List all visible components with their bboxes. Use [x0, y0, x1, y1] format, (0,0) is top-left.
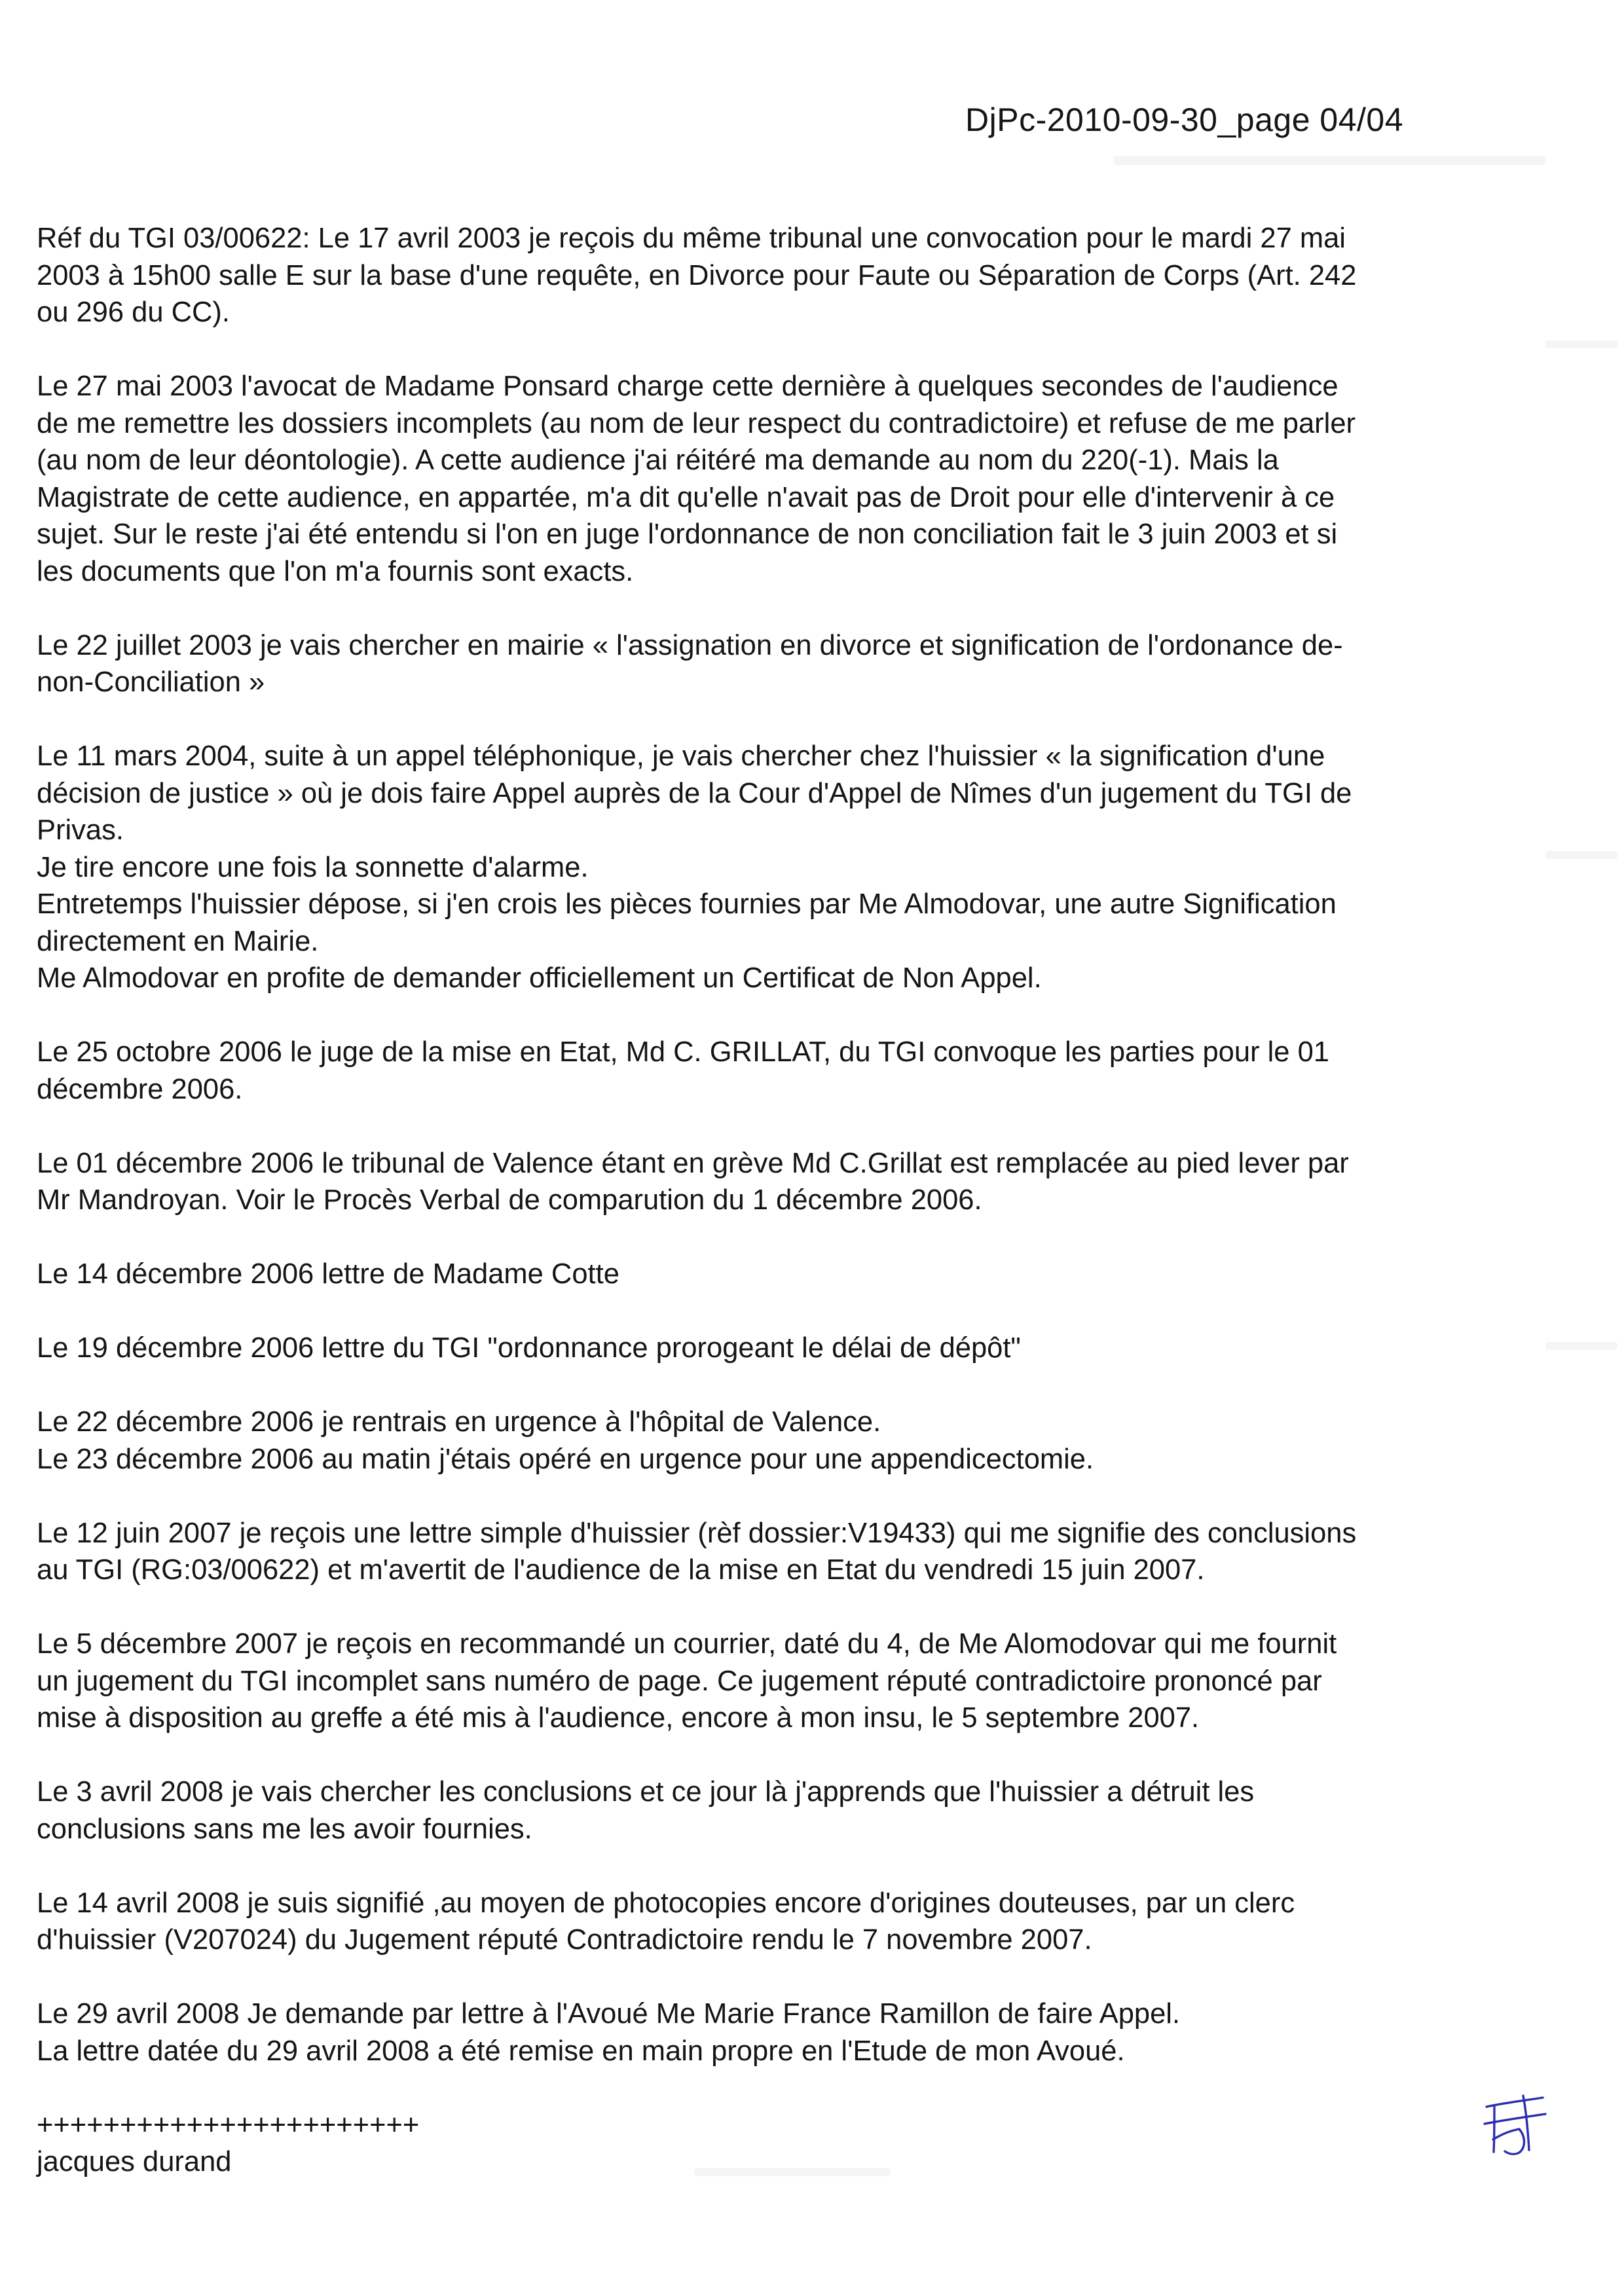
separator-line: +++++++++++++++++++++++ [37, 2109, 420, 2141]
text-line: au TGI (RG:03/00622) et m'avertit de l'audience de la mise en Etat du vendredi 15 juin 2007. [37, 1554, 1205, 1586]
text-line: Me Almodovar en profite de demander officiellement un Certificat de Non Appel. [37, 962, 1042, 994]
text-line: Le 29 avril 2008 Je demande par lettre à l'Avoué Me Marie France Ramillon de faire Appel. [37, 1998, 1181, 2030]
text-line: les documents que l'on m'a fournis sont exacts. [37, 555, 634, 587]
paragraph [37, 1256, 1576, 1293]
text-line: Le 22 juillet 2003 je vais chercher en mairie « l'assignation en divorce et signification de l'ordonance de- [37, 629, 1343, 661]
page-reference: DjPc-2010-09-30_page 04/04 [965, 101, 1404, 138]
text-line: Mr Mandroyan. Voir le Procès Verbal de comparution du 1 décembre 2006. [37, 1184, 982, 1216]
paragraph [37, 1774, 1576, 1848]
paragraph [37, 1330, 1576, 1367]
text-line: Magistrate de cette audience, en appartée, m'a dit qu'elle n'avait pas de Droit pour elle d'intervenir à ce [37, 481, 1335, 513]
text-line: (au nom de leur déontologie). A cette audience j'ai réitéré ma demande au nom du 220(-1). Mais la [37, 445, 1279, 476]
text-line: de me remettre les dossiers incomplets (au nom de leur respect du contradictoire) et refuse de me parler [37, 407, 1356, 439]
text-line: Entretemps l'huissier dépose, si j'en crois les pièces fournies par Me Almodovar, une autre Signification [37, 888, 1337, 920]
text-line: Le 3 avril 2008 je vais chercher les conclusions et ce jour là j'apprends que l'huissier a détruit les [37, 1776, 1255, 1808]
handwritten-initials [1483, 2090, 1548, 2160]
text-line: Je tire encore une fois la sonnette d'alarme. [37, 851, 589, 883]
text-line: Le 23 décembre 2006 au matin j'étais opéré en urgence pour une appendicectomie. [37, 1443, 1094, 1475]
closing-block [37, 2107, 1576, 2181]
text-line: Le 12 juin 2007 je reçois une lettre simple d'huissier (rèf dossier:V19433) qui me signifie des conclusions [37, 1517, 1357, 1549]
text-line: La lettre datée du 29 avril 2008 a été remise en main propre en l'Etude de mon Avoué. [37, 2035, 1125, 2067]
paragraph [37, 1515, 1576, 1589]
text-line: Le 27 mai 2003 l'avocat de Madame Ponsard charge cette dernière à quelques secondes de l'audience [37, 371, 1338, 402]
text-line: Le 01 décembre 2006 le tribunal de Valence étant en grève Md C.Grillat est remplacée au pied lever par [37, 1147, 1349, 1179]
paragraph [37, 368, 1576, 590]
paragraph [37, 1034, 1576, 1108]
text-line: décision de justice » où je dois faire Appel auprès de la Cour d'Appel de Nîmes d'un jugement du TGI de [37, 777, 1352, 809]
text-line: conclusions sans me les avoir fournies. [37, 1813, 532, 1845]
text-line: d'huissier (V207024) du Jugement réputé Contradictoire rendu le 7 novembre 2007. [37, 1924, 1092, 1956]
paragraph [37, 738, 1576, 997]
text-line: décembre 2006. [37, 1073, 243, 1105]
text-line: Réf du TGI 03/00622: Le 17 avril 2003 je reçois du même tribunal une convocation pour le mardi 27 mai [37, 223, 1346, 254]
text-line: mise à disposition au greffe a été mis à l'audience, encore à mon insu, le 5 septembre 2007. [37, 1702, 1200, 1734]
text-line: sujet. Sur le reste j'ai été entendu si l'on en juge l'ordonnance de non conciliation fait le 3 juin 2003 et si [37, 519, 1338, 550]
text-line: Le 22 décembre 2006 je rentrais en urgence à l'hôpital de Valence. [37, 1406, 881, 1438]
paragraph [37, 1145, 1576, 1219]
text-line: Privas. [37, 814, 124, 846]
text-line: non-Conciliation » [37, 666, 265, 698]
text-line: ou 296 du CC). [37, 297, 231, 328]
letter-body [37, 220, 1576, 2181]
paragraph [37, 1404, 1576, 1478]
paragraph [37, 1995, 1576, 2069]
text-line: directement en Mairie. [37, 925, 319, 957]
text-line: Le 11 mars 2004, suite à un appel téléphonique, je vais chercher chez l'huissier « la signification d'une [37, 740, 1325, 772]
paragraph [37, 1626, 1576, 1737]
text-line: Le 19 décembre 2006 lettre du TGI "ordonnance prorogeant le délai de dépôt" [37, 1332, 1021, 1364]
text-line: Le 25 octobre 2006 le juge de la mise en Etat, Md C. GRILLAT, du TGI convoque les parties pour le 01 [37, 1036, 1329, 1068]
paragraph [37, 627, 1576, 701]
paragraph [37, 1885, 1576, 1959]
text-line: Le 14 décembre 2006 lettre de Madame Cotte [37, 1258, 619, 1290]
text-line: un jugement du TGI incomplet sans numéro de page. Ce jugement réputé contradictoire prononcé par [37, 1665, 1322, 1697]
text-line: Le 14 avril 2008 je suis signifié ,au moyen de photocopies encore d'origines douteuses, par un clerc [37, 1887, 1295, 1919]
text-line: Le 5 décembre 2007 je reçois en recommandé un courrier, daté du 4, de Me Alomodovar qui me fournit [37, 1628, 1337, 1660]
signature-name: jacques durand [37, 2146, 232, 2178]
paragraph [37, 220, 1576, 331]
text-line: 2003 à 15h00 salle E sur la base d'une requête, en Divorce pour Faute ou Séparation de Corps (Art. 242 [37, 259, 1357, 291]
